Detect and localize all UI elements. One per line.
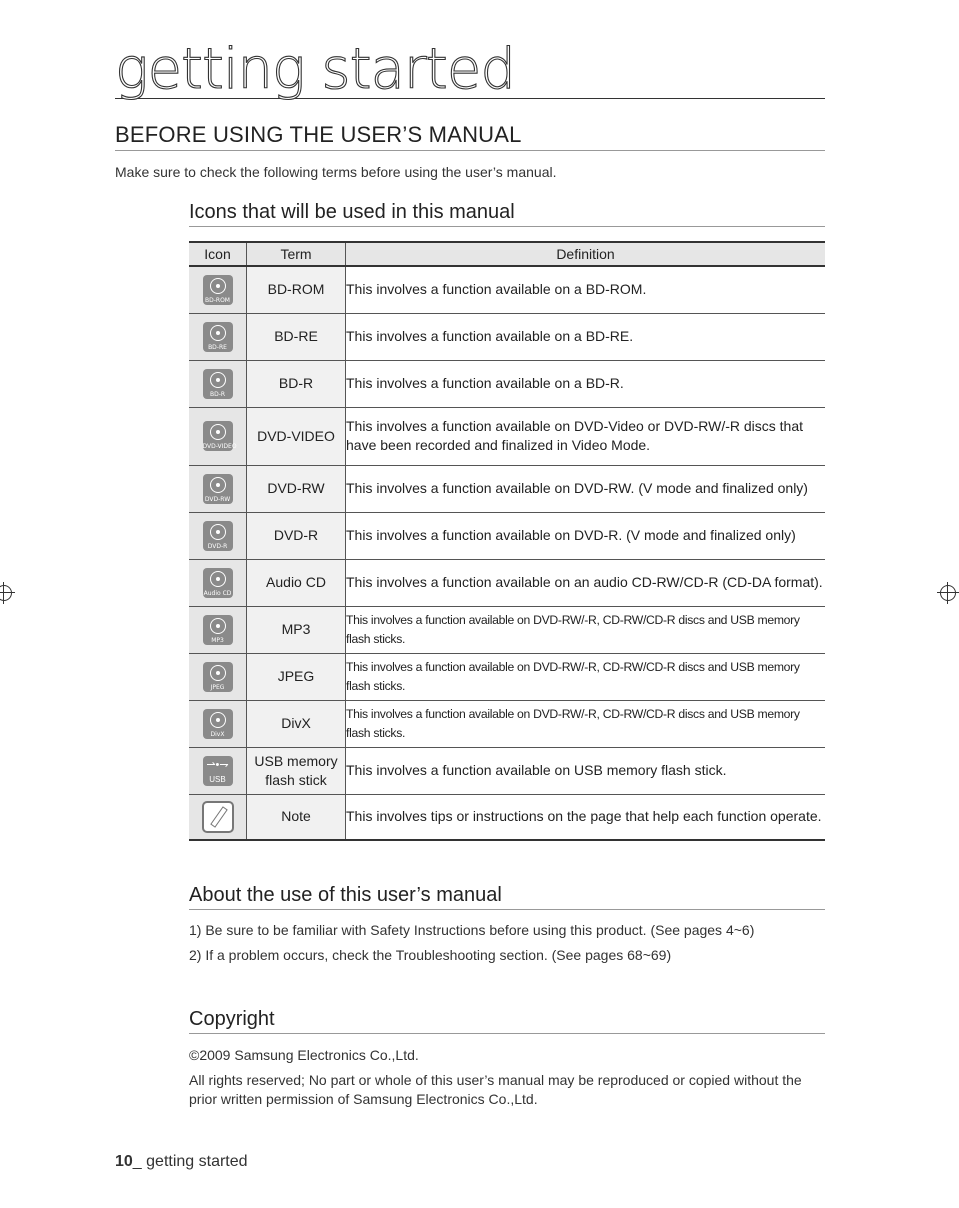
- page-footer: [115, 1153, 248, 1171]
- table-row: [189, 700, 825, 747]
- intro-text: Make sure to check the following terms before using the user’s manual.: [115, 164, 557, 180]
- definition-cell: This involves a function available on a BD-ROM.: [346, 266, 826, 313]
- definition-cell: This involves a function available on an audio CD-RW/CD-R (CD-DA format).: [346, 559, 826, 606]
- table-row: [189, 559, 825, 606]
- dvd-r-disc-icon: DVD-R: [203, 521, 233, 551]
- chapter-header: [115, 37, 825, 102]
- dvd-video-disc-icon: DVD-VIDEO: [203, 421, 233, 451]
- definition-cell: This involves a function available on DVD-Video or DVD-RW/-R discs that have been recorded and finalized in Video Mode.: [346, 407, 826, 465]
- term-cell: DivX: [247, 700, 346, 747]
- table-row: [189, 512, 825, 559]
- copyright-section-heading: Copyright: [189, 1008, 825, 1034]
- registration-mark-icon: [0, 585, 12, 601]
- jpeg-disc-icon: JPEG: [203, 662, 233, 692]
- divx-disc-icon: DivX: [203, 709, 233, 739]
- table-row: [189, 313, 825, 360]
- term-cell: [247, 747, 346, 794]
- bd-r-disc-icon: BD-R: [203, 369, 233, 399]
- table-row: [189, 360, 825, 407]
- table-row: [189, 407, 825, 465]
- table-row: [189, 747, 825, 794]
- definition-cell: This involves a function available on DVD-R. (V mode and finalized only): [346, 512, 826, 559]
- table-row: [189, 794, 825, 840]
- list-item: 2) If a problem occurs, check the Troubleshooting section. (See pages 68~69): [189, 947, 672, 963]
- table-header-row: [189, 242, 825, 266]
- column-header-definition: Definition: [346, 242, 826, 266]
- term-cell: BD-RE: [247, 313, 346, 360]
- mp3-disc-icon: MP3: [203, 615, 233, 645]
- registration-mark-icon: [940, 585, 956, 601]
- page-number: 10: [115, 1153, 133, 1170]
- definition-cell: This involves a function available on DVD-RW/-R, CD-RW/CD-R discs and USB memory flash sticks.: [346, 606, 826, 653]
- table-row: [189, 653, 825, 700]
- term-cell: BD-ROM: [247, 266, 346, 313]
- about-section-heading: About the use of this user’s manual: [189, 884, 825, 910]
- icons-section-heading: Icons that will be used in this manual: [189, 201, 825, 227]
- term-cell: JPEG: [247, 653, 346, 700]
- definition-cell: This involves a function available on DVD-RW/-R, CD-RW/CD-R discs and USB memory flash sticks.: [346, 653, 826, 700]
- term-cell: DVD-R: [247, 512, 346, 559]
- chapter-title: getting started: [115, 37, 515, 102]
- definition-cell: This involves a function available on DVD-RW. (V mode and finalized only): [346, 465, 826, 512]
- table-row: [189, 465, 825, 512]
- table-row: [189, 606, 825, 653]
- definition-cell: This involves a function available on USB memory flash stick.: [346, 747, 826, 794]
- usb-icon: ⇀•⇁ USB: [203, 756, 233, 786]
- dvd-rw-disc-icon: DVD-RW: [203, 474, 233, 504]
- icons-table: [189, 241, 825, 841]
- term-cell: MP3: [247, 606, 346, 653]
- table-row: [189, 266, 825, 313]
- term-line: flash stick: [265, 771, 327, 788]
- note-icon: [202, 801, 234, 833]
- list-item: 1) Be sure to be familiar with Safety Instructions before using this product. (See pages 4~6): [189, 922, 755, 938]
- bd-rom-disc-icon: BD-ROM: [203, 275, 233, 305]
- copyright-line: ©2009 Samsung Electronics Co.,Ltd.: [189, 1047, 419, 1063]
- term-line: USB memory: [254, 752, 338, 769]
- definition-cell: This involves a function available on DVD-RW/-R, CD-RW/CD-R discs and USB memory flash sticks.: [346, 700, 826, 747]
- column-header-term: Term: [247, 242, 346, 266]
- footer-label: _ getting started: [132, 1153, 248, 1170]
- definition-cell: This involves a function available on a BD-R.: [346, 360, 826, 407]
- about-list: [189, 922, 754, 972]
- term-cell: Audio CD: [247, 559, 346, 606]
- definition-cell: This involves a function available on a BD-RE.: [346, 313, 826, 360]
- term-cell: DVD-RW: [247, 465, 346, 512]
- term-cell: DVD-VIDEO: [247, 407, 346, 465]
- column-header-icon: Icon: [189, 242, 247, 266]
- bd-re-disc-icon: BD-RE: [203, 322, 233, 352]
- audio-cd-disc-icon: Audio CD: [203, 568, 233, 598]
- term-cell: BD-R: [247, 360, 346, 407]
- definition-cell: This involves tips or instructions on the page that help each function operate.: [346, 794, 826, 840]
- term-cell: Note: [247, 794, 346, 840]
- section-title: BEFORE USING THE USER’S MANUAL: [115, 122, 825, 151]
- copyright-notice: All rights reserved; No part or whole of this user’s manual may be reproduced or copied without the prior written permission of Samsung Electronics Co.,Ltd.: [189, 1072, 802, 1107]
